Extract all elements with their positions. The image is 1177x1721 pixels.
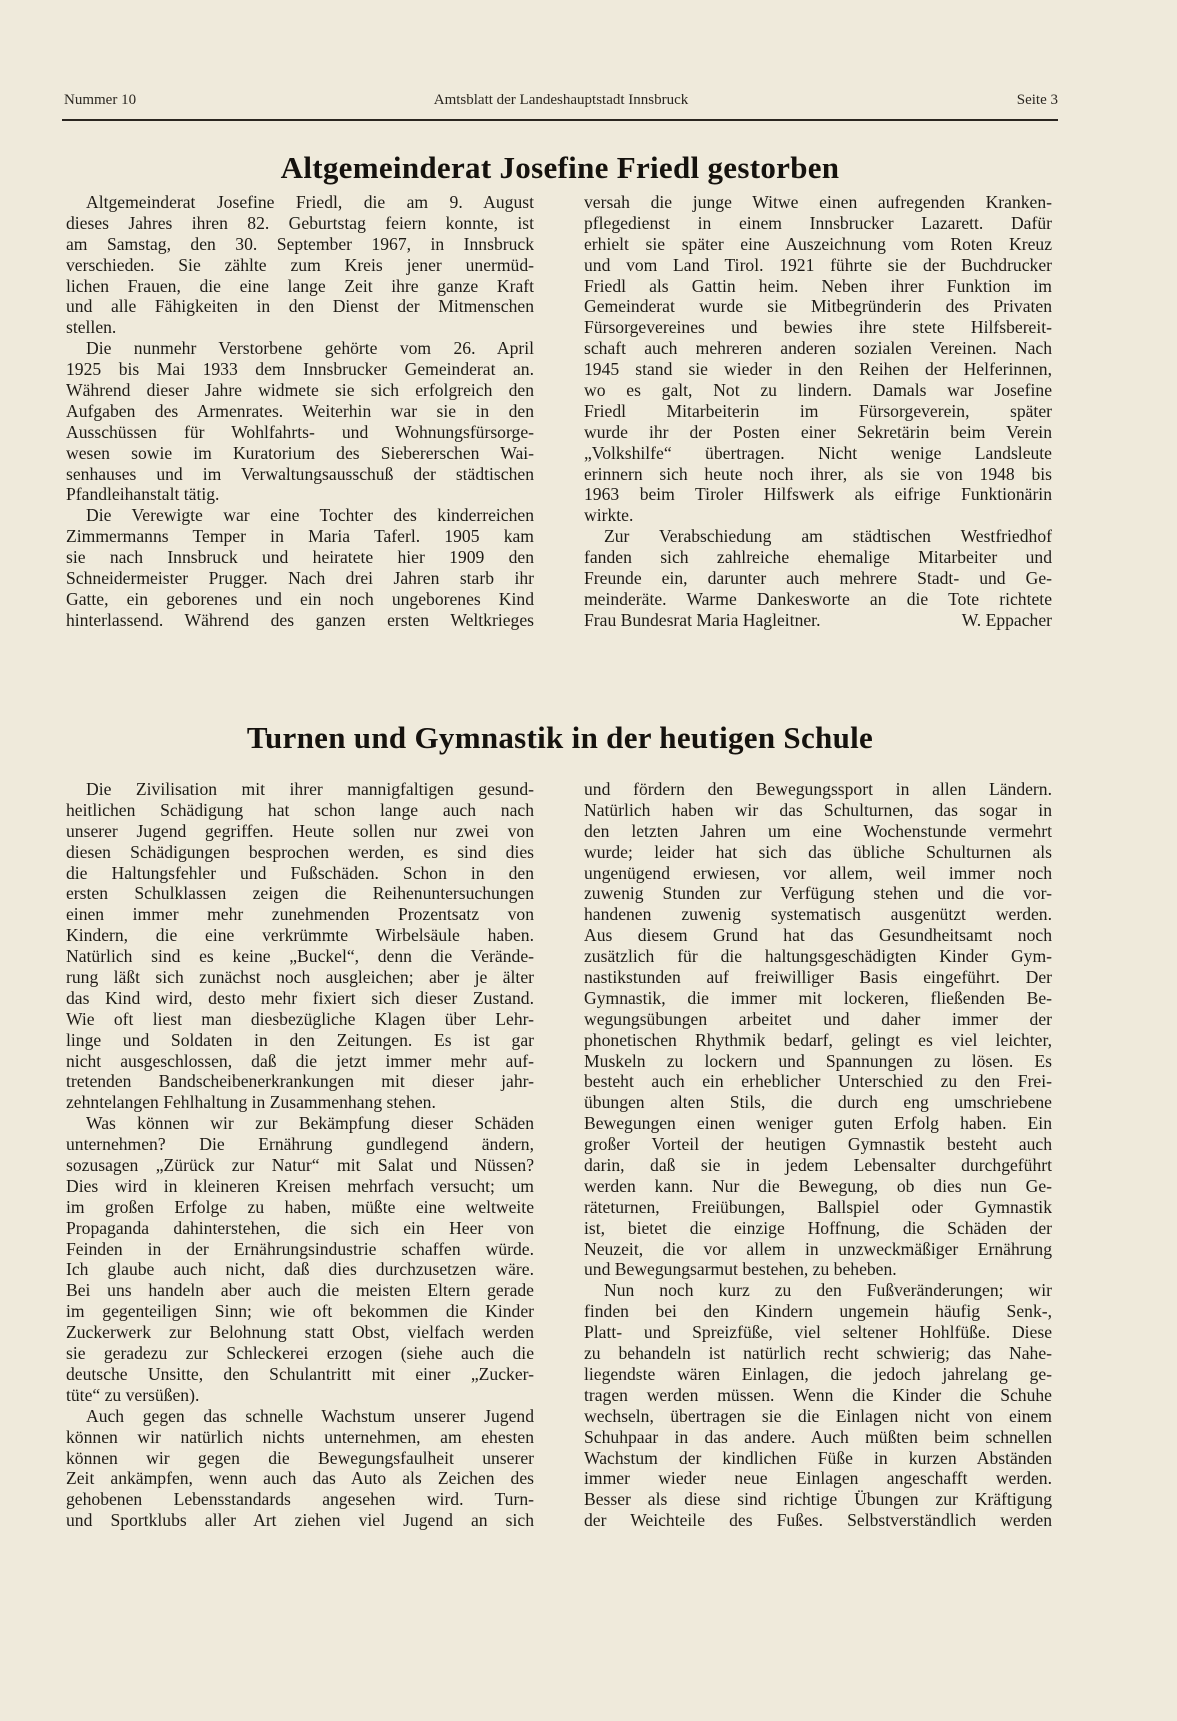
- text-line: tretenden Bandscheibenerkrankungen mit dieser jahr-: [66, 1071, 534, 1092]
- text-line: Muskeln zu lockern und Spannungen zu lösen. Es: [584, 1050, 1052, 1071]
- text-line: Platt- und Spreizfüße, viel seltener Hohlfüße. Diese: [584, 1322, 1052, 1343]
- text-line: zehntelangen Fehlhaltung in Zusammenhang stehen.: [66, 1092, 436, 1113]
- text-line: tüte“ zu versüßen).: [66, 1384, 200, 1405]
- text-line-content: Frau Bundesrat Maria Hagleitner.: [584, 609, 821, 630]
- text-line: Ich glaube auch nicht, daß dies durchzusetzen wäre.: [66, 1259, 534, 1280]
- text-line: Altgemeinderat Josefine Friedl, die am 9. August: [86, 192, 534, 212]
- text-line: Ausschüssen für Wohlfahrts- und Wohnungsfürsorge-: [66, 421, 534, 442]
- text-line: Zimmermanns Temper in Maria Taferl. 1905 kam: [66, 526, 534, 547]
- article-2-column-left: [66, 779, 534, 1531]
- author-signature: W. Eppacher: [961, 609, 1052, 630]
- text-line: der Weichteile des Fußes. Selbstverständlich werden: [584, 1510, 1052, 1531]
- text-line: Friedl als Gattin heim. Neben ihrer Funktion im: [584, 275, 1052, 296]
- text-line: Auch gegen das schnelle Wachstum unserer Jugend: [86, 1405, 534, 1426]
- text-line: Gemeinderat wurde sie Mitbegründerin des Privaten: [584, 296, 1052, 317]
- text-line: wo es galt, Not zu lindern. Damals war Josefine: [584, 380, 1052, 401]
- text-line: am Samstag, den 30. September 1967, in Innsbruck: [66, 233, 534, 254]
- text-line: lichen Frauen, die eine lange Zeit ihre ganze Kraft: [66, 275, 534, 296]
- text-line: Aus diesem Grund hat das Gesundheitsamt noch: [584, 925, 1052, 946]
- text-line: wirkte.: [584, 505, 634, 526]
- text-line: „Volkshilfe“ übertragen. Nicht wenige Landsleute: [584, 442, 1052, 463]
- page-number: Seite 3: [1016, 92, 1058, 108]
- text-line: phonetischen Rhythmik bedarf, gelingt es viel leichter,: [584, 1029, 1052, 1050]
- text-line: 1945 stand sie wieder in den Reihen der Helferinnen,: [584, 359, 1052, 380]
- text-line: finden bei den Kindern ungemein häufig Senk-,: [584, 1301, 1052, 1322]
- text-line: und vom Land Tirol. 1921 führte sie der Buchdrucker: [584, 254, 1052, 275]
- paragraph: [66, 779, 534, 1113]
- text-line: verschieden. Sie zählte zum Kreis jener unermüd-: [66, 254, 534, 275]
- text-line: Dies wird in kleineren Kreisen mehrfach versucht; um: [66, 1175, 534, 1196]
- text-line: Schneidermeister Prugger. Nach drei Jahren starb ihr: [66, 568, 534, 589]
- header-rule: [62, 119, 1058, 121]
- text-line: und fördern den Bewegungssport in allen Ländern.: [584, 779, 1052, 799]
- paragraph: [584, 192, 1052, 526]
- text-line: wegungsübungen arbeitet und daher immer der: [584, 1008, 1052, 1029]
- text-line: sie nach Innsbruck und heiratete hier 1909 den: [66, 547, 534, 568]
- text-line: Nun noch kurz zu den Fußveränderungen; wir: [604, 1280, 1052, 1301]
- text-line: diesen Schädigungen besprochen werden, es sind dies: [66, 841, 534, 862]
- text-line: und Bewegungsarmut bestehen, zu beheben.: [584, 1259, 897, 1280]
- text-line: sie geradezu zur Schleckerei erzogen (siehe auch die: [66, 1343, 534, 1364]
- text-line: Die Zivilisation mit ihrer mannigfaltigen gesund-: [86, 779, 534, 799]
- paragraph: [66, 1113, 534, 1405]
- text-line: erhielt sie später eine Auszeichnung vom Roten Kreuz: [584, 233, 1052, 254]
- text-line: im großen Erfolge zu haben, müßte eine weltweite: [66, 1196, 534, 1217]
- text-line: können wir natürlich nichts unternehmen, am ehesten: [66, 1426, 534, 1447]
- text-line: [584, 610, 1052, 631]
- text-line: räteturnen, Freiübungen, Ballspiel oder Gymnastik: [584, 1196, 1052, 1217]
- text-line: Besser als diese sind richtige Übungen zur Kräftigung: [584, 1489, 1052, 1510]
- text-line: wurde ihr der Posten einer Sekretärin beim Verein: [584, 421, 1052, 442]
- article-title-gymnastics: Turnen und Gymnastik in der heutigen Schule: [246, 720, 874, 755]
- text-line: zuwenig Stunden zur Verfügung stehen und die vor-: [584, 883, 1052, 904]
- text-line: nicht ausgeschlossen, daß die jetzt immer mehr auf-: [66, 1050, 534, 1071]
- text-line: ersten Schulklassen zeigen die Reihenuntersuchungen: [66, 883, 534, 904]
- text-line: hinterlassend. Während des ganzen ersten Weltkrieges: [66, 609, 534, 630]
- text-line: Wachstum der kindlichen Füße in kurzen Abständen: [584, 1447, 1052, 1468]
- text-line: immer wieder neue Einlagen angeschafft werden.: [584, 1468, 1052, 1489]
- text-line: unserer Jugend gegriffen. Heute sollen nur zwei von: [66, 820, 534, 841]
- text-line: ist, bietet die einzige Hoffnung, die Schäden der: [584, 1217, 1052, 1238]
- text-line: linge und Soldaten in den Zeitungen. Es ist gar: [66, 1029, 534, 1050]
- text-line: Zur Verabschiedung am städtischen Westfriedhof: [604, 526, 1052, 547]
- text-line: Bei uns handeln aber auch die meisten Eltern gerade: [66, 1280, 534, 1301]
- text-line: rung läßt sich zunächst noch ausgleichen; aber je älter: [66, 967, 534, 988]
- text-line: Natürlich haben wir das Schulturnen, das sogar in: [584, 799, 1052, 820]
- text-line: zusätzlich für die haltungsgeschädigten Kinder Gym-: [584, 946, 1052, 967]
- text-line: werden kann. Nur die Bewegung, ob dies nun Ge-: [584, 1175, 1052, 1196]
- text-line: übungen alten Stils, die durch eng umschriebene: [584, 1092, 1052, 1113]
- paragraph: [584, 1280, 1052, 1531]
- paragraph: [66, 338, 534, 505]
- text-line: die Haltungsfehler und Fußschäden. Schon in den: [66, 862, 534, 883]
- text-line: senhauses und im Verwaltungsausschuß der städtischen: [66, 463, 534, 484]
- text-line: Aufgaben des Armenrates. Weiterhin war sie in den: [66, 400, 534, 421]
- text-line: dieses Jahres ihren 82. Geburtstag feiern konnte, ist: [66, 212, 534, 233]
- article-1-column-left: [66, 192, 534, 631]
- publication-name: Amtsblatt der Landeshauptstadt Innsbruck: [433, 92, 689, 108]
- text-line: Zeit ankämpfen, wenn auch das Auto als Zeichen des: [66, 1468, 534, 1489]
- text-line: den letzten Jahren um eine Wochenstunde vermehrt: [584, 820, 1052, 841]
- text-line: fanden sich zahlreiche ehemalige Mitarbeiter und: [584, 547, 1052, 568]
- paragraph: [584, 779, 1052, 1280]
- text-line: Schuhpaar in das andere. Auch müßten beim schnellen: [584, 1426, 1052, 1447]
- text-line: Gatte, ein geborenes und ein noch ungeborenes Kind: [66, 588, 534, 609]
- text-line: gehobenen Lebensstandards angesehen wird. Turn-: [66, 1489, 534, 1510]
- text-line: handenen zuwenig systematisch ausgenützt werden.: [584, 904, 1052, 925]
- article-2-column-right: [584, 779, 1052, 1531]
- text-line: Fürsorgevereines und bewies ihre stete Hilfsbereit-: [584, 317, 1052, 338]
- text-line: deutsche Unsitte, den Schulantritt mit einer „Zucker-: [66, 1363, 534, 1384]
- text-line: und Sportklubs aller Art ziehen viel Jugend an sich: [66, 1510, 534, 1531]
- text-line: wechseln, übertragen sie die Einlagen nicht von einem: [584, 1405, 1052, 1426]
- text-line: Propaganda dahinterstehen, die sich ein Heer von: [66, 1217, 534, 1238]
- text-line: sozusagen „Zürück zur Natur“ mit Salat und Nüssen?: [66, 1155, 534, 1176]
- text-line: Wie oft liest man diesbezügliche Klagen über Lehr-: [66, 1008, 534, 1029]
- text-line: wurde; leider hat sich das übliche Schulturnen als: [584, 841, 1052, 862]
- text-line: 1963 beim Tiroler Hilfswerk als eifrige Funktionärin: [584, 484, 1052, 505]
- text-line: wesen sowie im Kuratorium des Siebererschen Wai-: [66, 442, 534, 463]
- running-header: [64, 92, 1058, 116]
- text-line: Pfandleihanstalt tätig.: [66, 484, 220, 505]
- article-1-column-right: [584, 192, 1052, 631]
- text-line: Während dieser Jahre widmete sie sich erfolgreich den: [66, 380, 534, 401]
- text-line: nastikstunden auf freiwilliger Basis eingeführt. Der: [584, 967, 1052, 988]
- text-line: Friedl Mitarbeiterin im Fürsorgeverein, später: [584, 400, 1052, 421]
- text-line: ungenügend erwiesen, vor allem, weil immer noch: [584, 862, 1052, 883]
- paragraph: [66, 505, 534, 630]
- text-line: Feinden in der Ernährungsindustrie schaffen würde.: [66, 1238, 534, 1259]
- text-line: unternehmen? Die Ernährung gundlegend ändern,: [66, 1134, 534, 1155]
- text-line: darin, daß sie in jedem Lebensalter durchgeführt: [584, 1155, 1052, 1176]
- text-line: schaft auch mehreren anderen sozialen Vereinen. Nach: [584, 338, 1052, 359]
- text-line: Natürlich sind es keine „Buckel“, denn die Verände-: [66, 946, 534, 967]
- text-line: stellen.: [66, 317, 117, 338]
- text-line: erinnern sich heute noch ihrer, als sie von 1948 bis: [584, 463, 1052, 484]
- text-line: das Kind wird, desto mehr fixiert sich dieser Zustand.: [66, 987, 534, 1008]
- paragraph: [66, 192, 534, 338]
- text-line: und alle Fähigkeiten in den Dienst der Mitmenschen: [66, 296, 534, 317]
- text-line: Neuzeit, die vor allem in unzweckmäßiger Ernährung: [584, 1238, 1052, 1259]
- text-line: besteht auch ein erheblicher Unterschied zu den Frei-: [584, 1071, 1052, 1092]
- text-line: Was können wir zur Bekämpfung dieser Schäden: [86, 1113, 534, 1134]
- text-line: meinderäte. Warme Dankesworte an die Tote richtete: [584, 588, 1052, 609]
- text-line: Die Verewigte war eine Tochter des kinderreichen: [86, 505, 534, 526]
- text-line: tragen werden müssen. Wenn die Kinder die Schuhe: [584, 1384, 1052, 1405]
- issue-number: Nummer 10: [64, 92, 137, 108]
- text-line: Die nunmehr Verstorbene gehörte vom 26. April: [86, 338, 534, 359]
- text-line: großer Vorteil der heutigen Gymnastik besteht auch: [584, 1134, 1052, 1155]
- text-line: versah die junge Witwe einen aufregenden Kranken-: [584, 192, 1052, 212]
- text-line: Freunde ein, darunter auch mehrere Stadt- und Ge-: [584, 568, 1052, 589]
- text-line: können wir gegen die Bewegungsfaulheit unserer: [66, 1447, 534, 1468]
- text-line: Kindern, die eine verkrümmte Wirbelsäule haben.: [66, 925, 534, 946]
- paragraph: [66, 1406, 534, 1531]
- text-line: heitlichen Schädigung hat schon lange auch nach: [66, 799, 534, 820]
- text-line: 1925 bis Mai 1933 dem Innsbrucker Gemeinderat an.: [66, 359, 534, 380]
- text-line: zu behandeln ist natürlich recht schwierig; das Nahe-: [584, 1343, 1052, 1364]
- text-line: liegendste wären Einlagen, die jedoch jahrelang ge-: [584, 1363, 1052, 1384]
- text-line: Bewegungen einen weniger guten Erfolg haben. Ein: [584, 1113, 1052, 1134]
- paragraph: [584, 526, 1052, 630]
- article-title-obituary: Altgemeinderat Josefine Friedl gestorben: [280, 150, 840, 185]
- text-line: Zuckerwerk zur Belohnung statt Obst, vielfach werden: [66, 1322, 534, 1343]
- text-line: Gymnastik, die immer mit lockeren, fließenden Be-: [584, 987, 1052, 1008]
- text-line: einen immer mehr zunehmenden Prozentsatz von: [66, 904, 534, 925]
- text-line: im gegenteiligen Sinn; wie oft bekommen die Kinder: [66, 1301, 534, 1322]
- text-line: pflegedienst in einem Innsbrucker Lazarett. Dafür: [584, 212, 1052, 233]
